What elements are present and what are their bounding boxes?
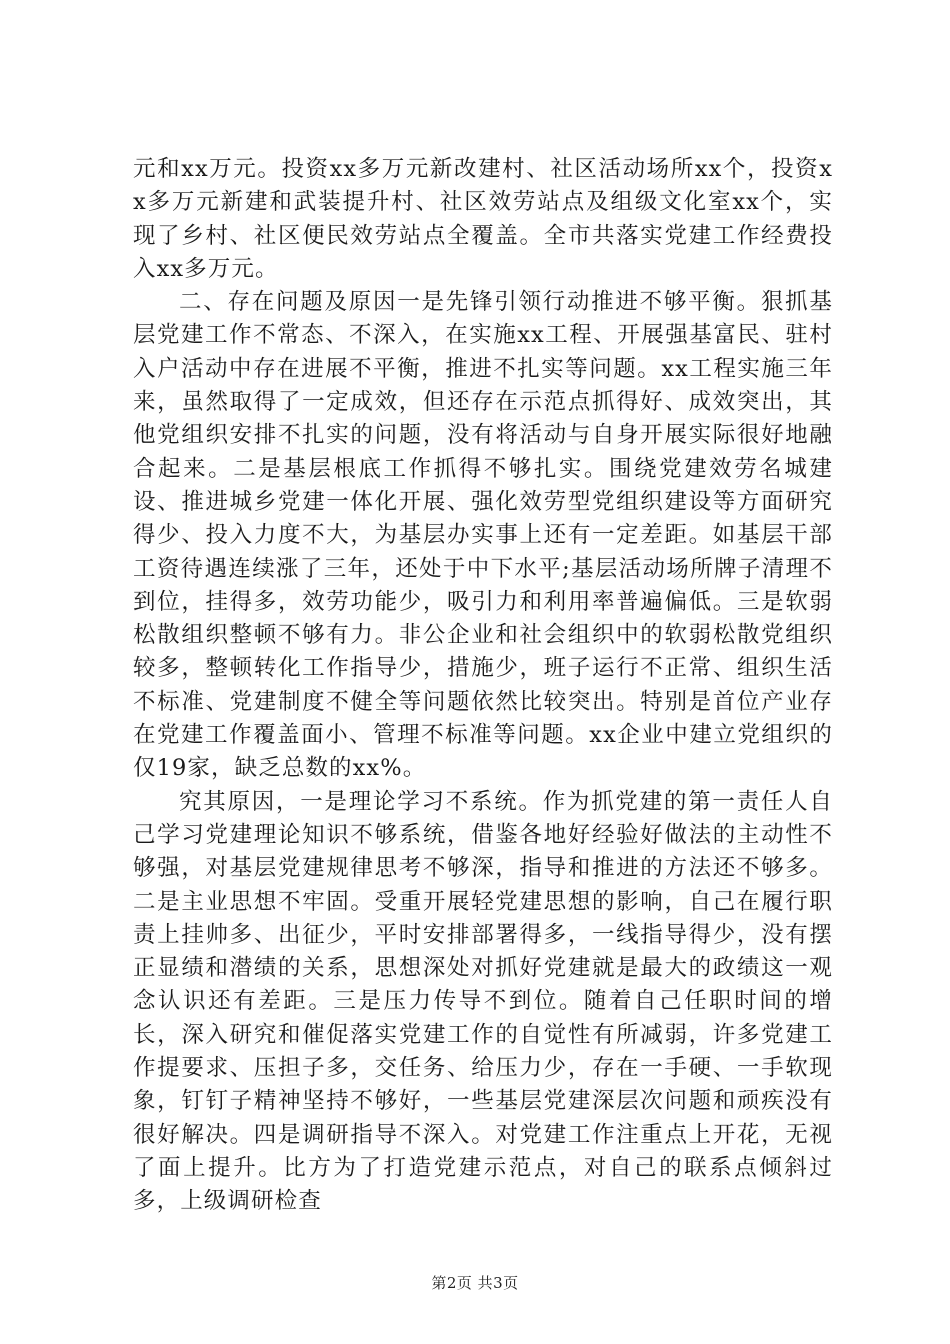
page-footer [0, 1272, 950, 1293]
page-total: 共3页 [477, 1274, 519, 1292]
page-number: 第2页 [431, 1274, 473, 1292]
paragraph-problems-and-causes: 二、存在问题及原因一是先锋引领行动推进不够平衡。狠抓基层党建工作不常态、不深入，在实施xx工程、开展强基富民、驻村入户活动中存在进展不平衡，推进不扎实等问题。xx工程实施三年来，虽然取得了一定成效，但还存在示范点抓得好、成效突出，其他党组织安排不扎实的问题，没有将活动与自身开展实际很好地融合起来。二是基层根底工作抓得不够扎实。围绕党建效劳名城建设、推进城乡党建一体化开展、强化效劳型党组织建设等方面研究得少、投入力度不大，为基层办实事上还有一定差距。如基层干部工资待遇连续涨了三年，还处于中下水平;基层活动场所牌子清理不到位，挂得多，效劳功能少，吸引力和利用率普遍偏低。三是软弱松散组织整顿不够有力。非公企业和社会组织中的软弱松散党组织较多，整顿转化工作指导少，措施少，班子运行不正常、组织生活不标准、党建制度不健全等问题依然比较突出。特别是首位产业存在党建工作覆盖面小、管理不标准等问题。xx企业中建立党组织的仅19家，缺乏总数的xx%。 [133, 289, 833, 782]
document-body [133, 153, 833, 1219]
paragraph-funding-summary: 元和xx万元。投资xx多万元新改建村、社区活动场所xx个，投资xx多万元新建和武装提升村、社区效劳站点及组级文化室xx个，实现了乡村、社区便民效劳站点全覆盖。全市共落实党建工作经费投入xx多万元。 [133, 156, 833, 282]
paragraph-root-causes: 究其原因，一是理论学习不系统。作为抓党建的第一责任人自己学习党建理论知识不够系统，借鉴各地好经验好做法的主动性不够强，对基层党建规律思考不够深，指导和推进的方法还不够多。二是主业思想不牢固。受重开展轻党建思想的影响，自己在履行职责上挂帅多、出征少，平时安排部署得多，一线指导得少，没有摆正显绩和潜绩的关系，思想深处对抓好党建就是最大的政绩这一观念认识还有差距。三是压力传导不到位。随着自己任职时间的增长，深入研究和催促落实党建工作的自觉性有所减弱，许多党建工作提要求、压担子多，交任务、给压力少，存在一手硬、一手软现象，钉钉子精神坚持不够好，一些基层党建深层次问题和顽疾没有很好解决。四是调研指导不深入。对党建工作注重点上开花，无视了面上提升。比方为了打造党建示范点，对自己的联系点倾斜过多，上级调研检查 [133, 788, 833, 1215]
